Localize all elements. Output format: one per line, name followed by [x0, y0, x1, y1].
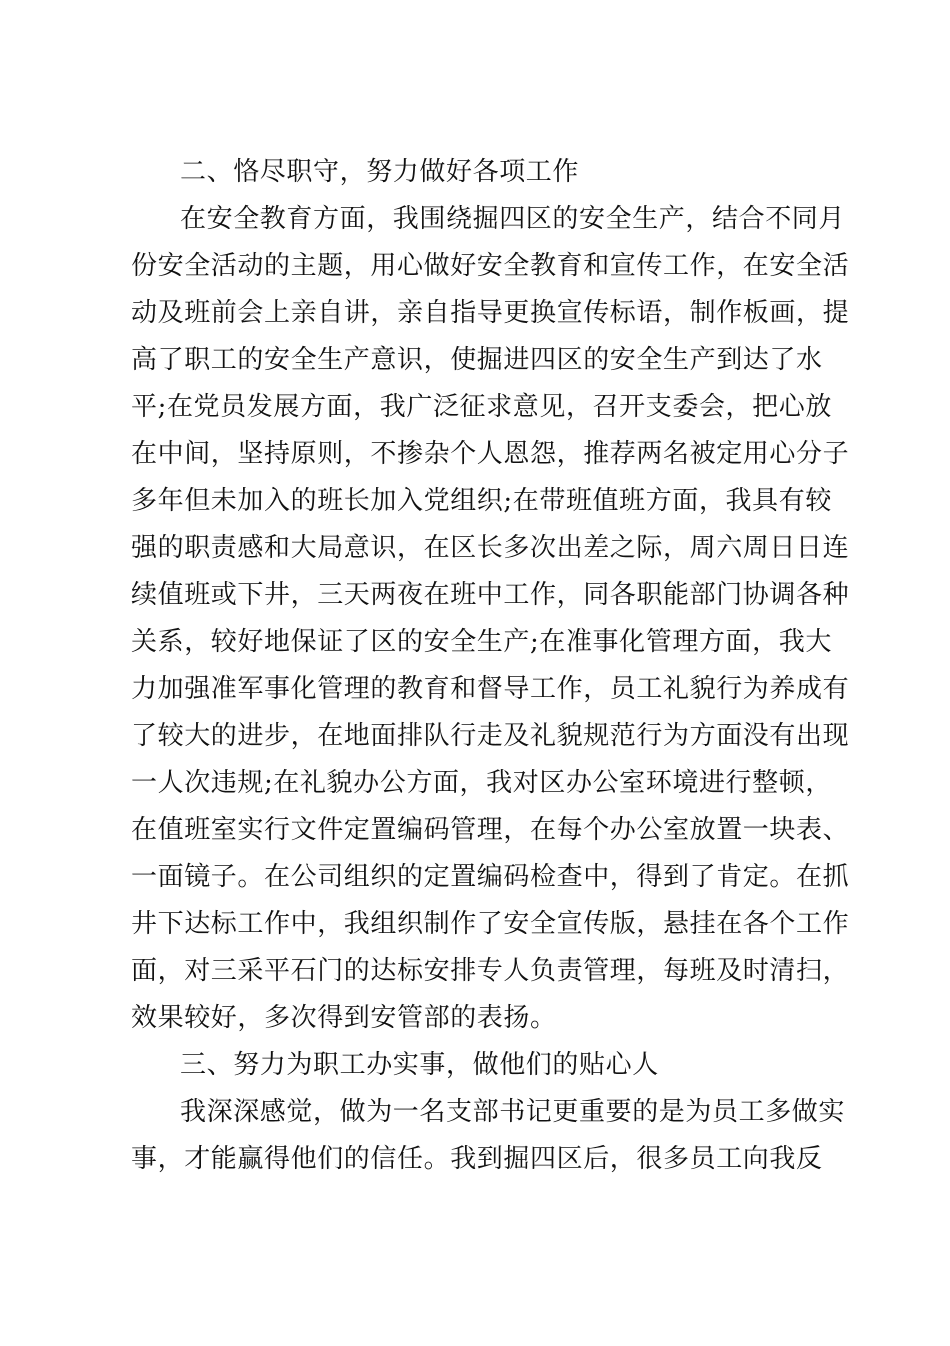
paragraph-line: 动及班前会上亲自讲，亲自指导更换宣传标语，制作板画，提 — [131, 298, 850, 328]
paragraph-line: 高了职工的安全生产意识，使掘进四区的安全生产到达了水 — [131, 345, 823, 375]
paragraph-line: 关系，较好地保证了区的安全生产;在准事化管理方面，我大 — [131, 627, 832, 657]
section-heading-2: 二、恪尽职守，努力做好各项工作 — [180, 157, 580, 187]
paragraph-line: 强的职责感和大局意识，在区长多次出差之际，周六周日日连 — [131, 533, 850, 563]
paragraph-line: 力加强准军事化管理的教育和督导工作，员工礼貌行为养成有 — [131, 674, 850, 704]
paragraph-line: 平;在党员发展方面，我广泛征求意见，召开支委会，把心放 — [131, 392, 832, 422]
paragraph-line: 份安全活动的主题，用心做好安全教育和宣传工作，在安全活 — [131, 251, 850, 281]
paragraph-line: 了较大的进步，在地面排队行走及礼貌规范行为方面没有出现 — [131, 721, 850, 751]
paragraph-line: 效果较好，多次得到安管部的表扬。 — [131, 1003, 557, 1033]
paragraph-line: 一人次违规;在礼貌办公方面，我对区办公室环境进行整顿， — [131, 768, 832, 798]
paragraph-line: 在值班室实行文件定置编码管理，在每个办公室放置一块表、 — [131, 815, 850, 845]
paragraph-line: 面，对三采平石门的达标安排专人负责管理，每班及时清扫， — [131, 956, 850, 986]
paragraph-line: 井下达标工作中，我组织制作了安全宣传版，悬挂在各个工作 — [131, 909, 850, 939]
paragraph-line: 在安全教育方面，我围绕掘四区的安全生产，结合不同月 — [180, 204, 846, 234]
paragraph-line: 一面镜子。在公司组织的定置编码检查中，得到了肯定。在抓 — [131, 862, 850, 892]
section-heading-3: 三、努力为职工办实事，做他们的贴心人 — [180, 1050, 659, 1080]
paragraph-line: 在中间，坚持原则，不掺杂个人恩怨，推荐两名被定用心分子 — [131, 439, 850, 469]
paragraph-line: 续值班或下井，三天两夜在班中工作，同各职能部门协调各种 — [131, 580, 850, 610]
paragraph-line: 事，才能赢得他们的信任。我到掘四区后，很多员工向我反 — [131, 1144, 823, 1174]
paragraph-line: 多年但未加入的班长加入党组织;在带班值班方面，我具有较 — [131, 486, 832, 516]
paragraph-line: 我深深感觉，做为一名支部书记更重要的是为员工多做实 — [180, 1097, 846, 1127]
